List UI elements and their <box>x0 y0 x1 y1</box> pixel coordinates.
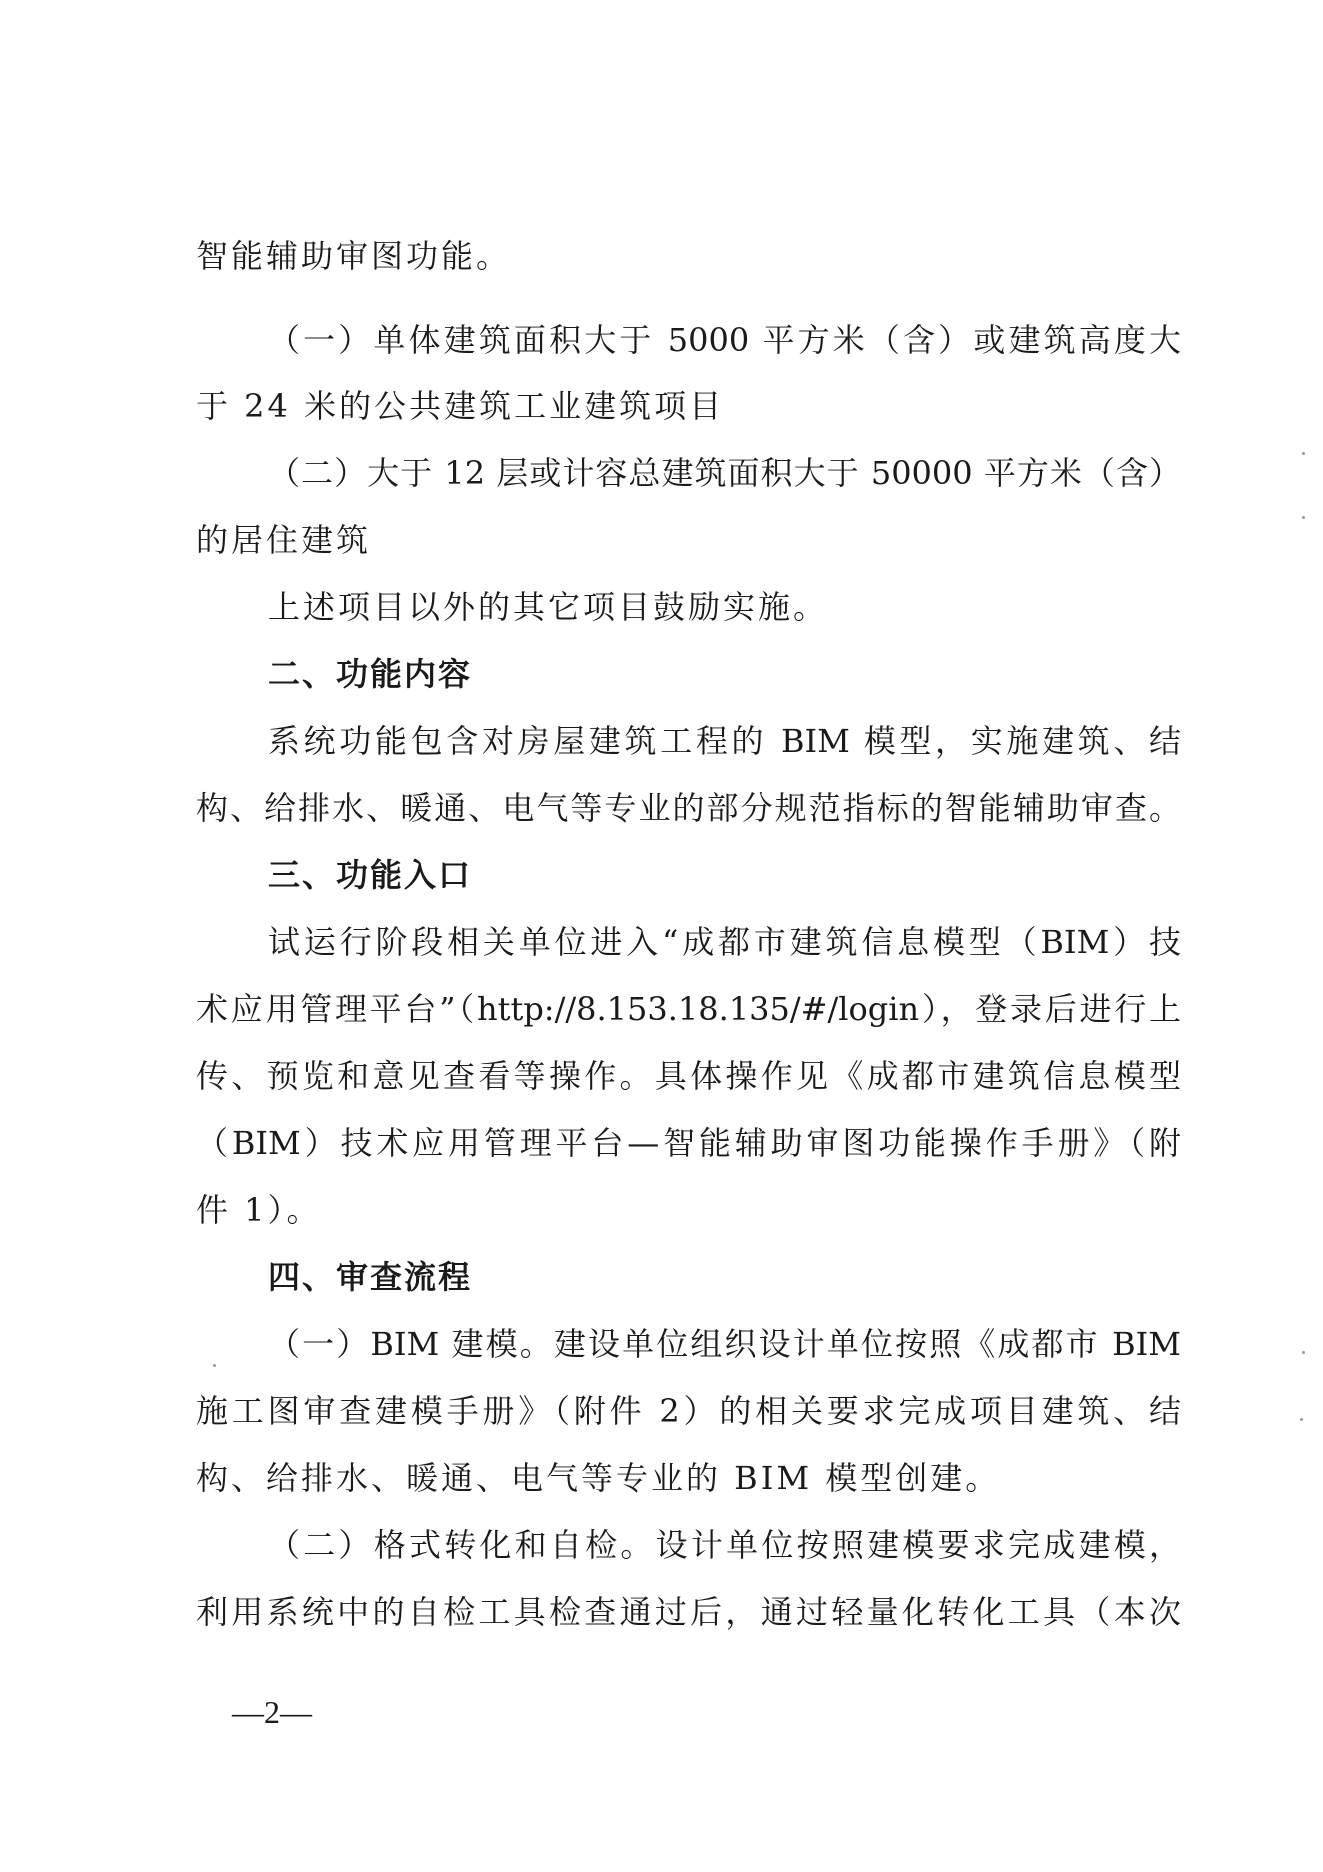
paragraph-line: 上述项目以外的其它项目鼓励实施。 <box>268 588 829 626</box>
scan-speck <box>1302 452 1305 455</box>
paragraph-line: （二）大于 12 层或计容总建筑面积大于 50000 平方米（含） <box>268 454 1181 492</box>
paragraph-line: （一）BIM 建模。建设单位组织设计单位按照《成都市 BIM <box>268 1325 1181 1363</box>
paragraph-line: 的居住建筑 <box>196 521 372 559</box>
paragraph-line: （BIM）技术应用管理平台—智能辅助审图功能操作手册》（附 <box>196 1124 1181 1162</box>
paragraph-line: 件 1）。 <box>196 1191 322 1229</box>
paragraph-line: 智能辅助审图功能。 <box>196 237 512 275</box>
paragraph-line: （二）格式转化和自检。设计单位按照建模要求完成建模， <box>268 1526 1181 1564</box>
paragraph-line: 利用系统中的自检工具检查通过后，通过轻量化转化工具（本次 <box>196 1593 1181 1631</box>
scan-speck <box>1300 1418 1303 1421</box>
scan-speck <box>1302 1351 1305 1354</box>
paragraph-line: 施工图审查建模手册》（附件 2）的相关要求完成项目建筑、结 <box>196 1392 1181 1430</box>
paragraph-line: 于 24 米的公共建筑工业建筑项目 <box>196 387 725 425</box>
scan-speck <box>1302 516 1305 519</box>
scan-speck <box>213 1364 216 1367</box>
section-heading: 二、功能内容 <box>268 655 473 693</box>
paragraph-line: （一）单体建筑面积大于 5000 平方米（含）或建筑高度大 <box>268 321 1181 359</box>
page-number: —2— <box>232 1694 312 1730</box>
paragraph-line: 构、给排水、暖通、电气等专业的 BIM 模型创建。 <box>196 1459 1001 1497</box>
section-heading: 四、审查流程 <box>268 1258 473 1296</box>
section-heading: 三、功能入口 <box>268 856 473 894</box>
paragraph-line: 构、给排水、暖通、电气等专业的部分规范指标的智能辅助审查。 <box>196 789 1181 827</box>
paragraph-line: 传、预览和意见查看等操作。具体操作见《成都市建筑信息模型 <box>196 1057 1181 1095</box>
paragraph-line: 术应用管理平台”（http://8.153.18.135/#/login），登录后进行上 <box>196 990 1181 1028</box>
paragraph-line: 试运行阶段相关单位进入“成都市建筑信息模型（BIM）技 <box>268 923 1181 961</box>
paragraph-line: 系统功能包含对房屋建筑工程的 BIM 模型，实施建筑、结 <box>268 722 1181 760</box>
